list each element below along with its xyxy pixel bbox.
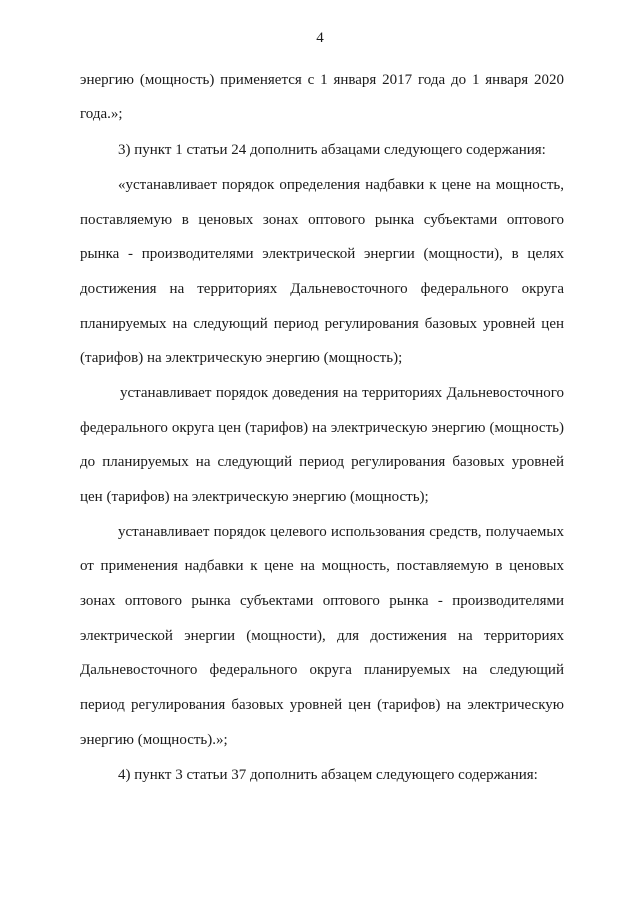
text-line: федерального округа цен (тарифов) на электрическую энергию (мощность)	[80, 420, 564, 436]
text-line: до планируемых на следующий период регулирования базовых уровней	[80, 454, 564, 470]
text-line: достижения на территориях Дальневосточного федерального округа	[80, 281, 564, 297]
page-number: 4	[316, 30, 324, 46]
text-line: 3) пункт 1 статьи 24 дополнить абзацами следующего содержания:	[118, 142, 546, 158]
text-line: года.»;	[80, 106, 123, 122]
text-line: цен (тарифов) на электрическую энергию (мощность);	[80, 489, 429, 505]
text-line: электрической энергии (мощности), для достижения на территориях	[80, 628, 564, 644]
text-line: энергию (мощность) применяется с 1 января 2017 года до 1 января 2020	[80, 72, 564, 88]
text-line: зонах оптового рынка субъектами оптового рынка - производителями	[80, 593, 564, 609]
text-line: устанавливает порядок целевого использования средств, получаемых	[118, 524, 564, 540]
text-line: от применения надбавки к цене на мощность, поставляемую в ценовых	[80, 558, 564, 574]
text-line: рынка - производителями электрической энергии (мощности), в целях	[80, 246, 564, 262]
text-line: 4) пункт 3 статьи 37 дополнить абзацем следующего содержания:	[118, 767, 538, 783]
text-line: поставляемую в ценовых зонах оптового рынка субъектами оптового	[80, 212, 564, 228]
text-line: устанавливает порядок доведения на территориях Дальневосточного	[120, 385, 564, 401]
text-line: планируемых на следующий период регулирования базовых уровней цен	[80, 316, 564, 332]
text-line: (тарифов) на электрическую энергию (мощность);	[80, 350, 403, 366]
text-line: период регулирования базовых уровней цен (тарифов) на электрическую	[80, 697, 564, 713]
text-line: «устанавливает порядок определения надбавки к цене на мощность,	[118, 177, 564, 193]
text-line: энергию (мощность).»;	[80, 732, 228, 748]
text-line: Дальневосточного федерального округа планируемых на следующий	[80, 662, 564, 678]
